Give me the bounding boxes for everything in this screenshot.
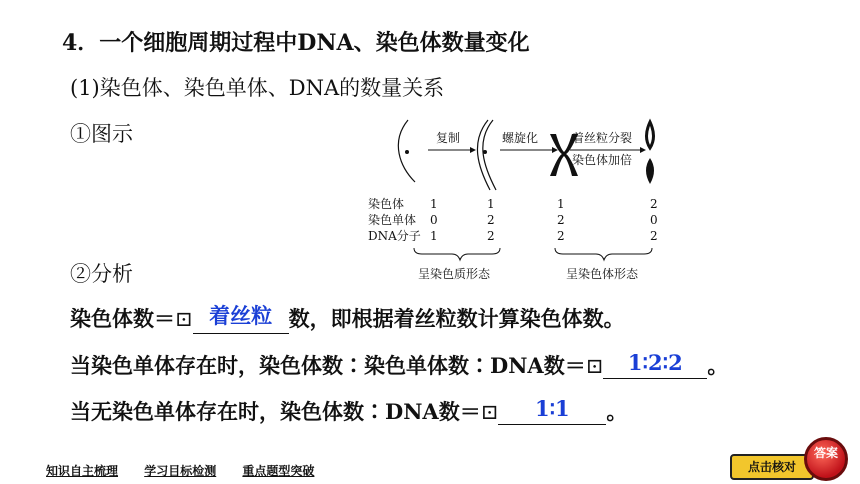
p1-text: 染色体数＝ [70,306,175,331]
placeholder-box-icon: ⊡ [585,354,604,378]
cell: 1 [487,197,495,211]
arrow-label-split: 着丝粒分裂 [572,131,633,145]
nav-link-target-test[interactable]: 学习目标检测 [144,464,217,478]
cell: 0 [650,213,658,227]
cell: 2 [650,197,658,211]
centromere-dot [405,150,409,154]
paragraph-2 [70,350,728,380]
p2-text: 当染色单体存在时，染色体数∶染色单体数∶DNA数＝ [70,353,586,378]
cell: 2 [487,229,495,243]
brace-right [555,248,652,260]
answer-blank-3[interactable] [498,396,606,425]
arrow-label-double: 染色体加倍 [572,153,633,167]
cell: 0 [430,213,438,227]
p3-text-after: 。 [606,399,628,424]
cell: 1 [557,197,565,211]
brace-left [414,248,500,260]
cell: 2 [487,213,495,227]
diagram-label: ①图示 [70,122,133,146]
cell: 2 [650,229,658,243]
chromosome-diagram [360,112,680,290]
nav-link-knowledge[interactable]: 知识自主梳理 [46,464,119,478]
arrow-label-replicate: 复制 [436,131,461,145]
answer-button[interactable]: 答案 [804,437,848,481]
cell: 1 [430,229,438,243]
brace-label-chromatin: 呈染色质形态 [418,267,491,281]
p1-text-after: 数，即根据着丝粒数计算染色体数。 [288,306,625,331]
section-heading: 4．一个细胞周期过程中DNA、染色体数量变化 [62,30,530,56]
answer-3: 1∶1 [534,396,570,421]
check-answer-button[interactable]: 点击核对 [730,454,814,480]
answer-2: 1∶2∶2 [627,350,683,375]
p2-text-after: 。 [707,353,729,378]
cell: 2 [557,213,565,227]
p3-text: 当无染色单体存在时，染色体数∶DNA数＝ [70,399,481,424]
row-label-chromatid: 染色单体 [368,213,417,227]
row-label-dna: DNA分子 [368,229,421,243]
row-label-chromosome: 染色体 [368,197,405,211]
nav-link-key-questions[interactable]: 重点题型突破 [242,464,315,478]
paragraph-3 [70,396,627,426]
paragraph-1 [70,303,625,334]
placeholder-box-icon: ⊡ [175,307,193,331]
subheading: (1)染色体、染色单体、DNA的数量关系 [70,76,445,100]
arrow-label-spiral: 螺旋化 [502,131,539,145]
cell: 1 [430,197,438,211]
placeholder-box-icon: ⊡ [480,400,499,424]
answer-blank-2[interactable] [603,350,707,379]
answer-1: 着丝粒 [209,303,273,328]
brace-label-chromosome: 呈染色体形态 [566,267,639,281]
answer-blank-1[interactable] [193,303,289,334]
bottom-nav [46,462,336,479]
analysis-label: ②分析 [70,262,133,286]
cell: 2 [557,229,565,243]
